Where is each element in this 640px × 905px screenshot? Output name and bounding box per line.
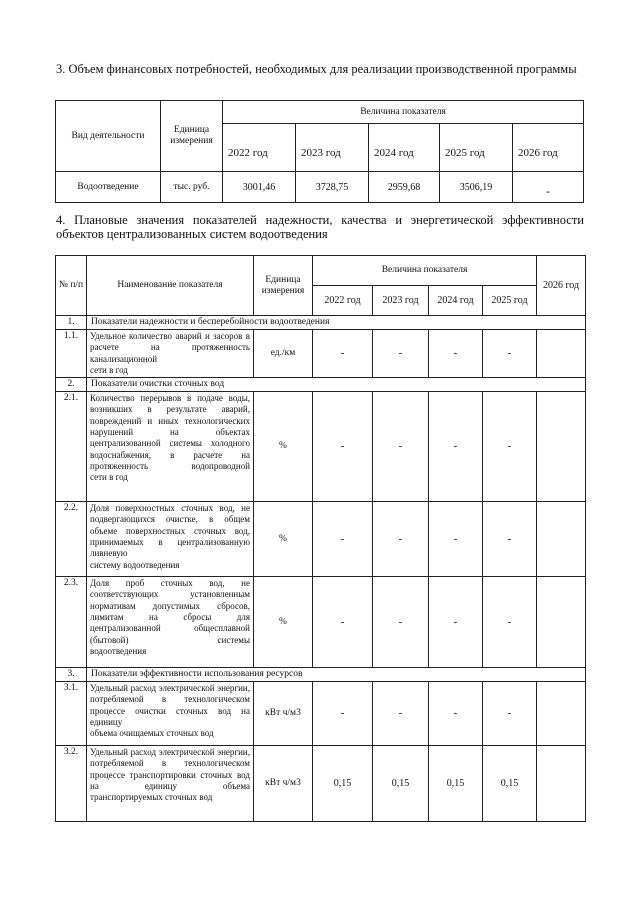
indicator-value xyxy=(537,502,586,577)
indicator-value: - xyxy=(313,502,373,577)
indicator-row xyxy=(56,682,586,746)
indicator-row xyxy=(56,392,586,502)
indicator-value: - xyxy=(313,682,373,746)
section-row xyxy=(56,316,586,330)
year-header: 2023 год xyxy=(373,286,429,316)
row-activity: Водоотведение xyxy=(56,172,161,203)
row-number: 3.2. xyxy=(56,746,87,822)
row-value: - xyxy=(513,172,584,203)
indicator-row xyxy=(56,746,586,822)
row-number: 2.3. xyxy=(56,577,87,668)
indicator-row xyxy=(56,502,586,577)
indicator-value: - xyxy=(483,392,537,502)
row-value: 3001,46 xyxy=(223,172,296,203)
indicator-value xyxy=(537,682,586,746)
section-row xyxy=(56,378,586,392)
indicator-name xyxy=(87,577,254,668)
section-title: Показатели очистки сточных вод xyxy=(87,378,586,392)
indicator-value: - xyxy=(483,330,537,378)
indicator-value: 0,15 xyxy=(373,746,429,822)
indicator-value xyxy=(537,577,586,668)
indicator-unit: % xyxy=(254,577,313,668)
col-name-header: Наименование показателя xyxy=(87,256,254,316)
row-unit: тыс. руб. xyxy=(161,172,223,203)
indicator-value xyxy=(537,746,586,822)
row-number: 3.1. xyxy=(56,682,87,746)
indicator-name-text: Удельный расход электрической энергии, потребляемой в технологическом процессе транспортировки сточных вод на единицу объема xyxy=(90,747,250,792)
indicator-value: - xyxy=(429,330,483,378)
indicator-value xyxy=(537,330,586,378)
year-header: 2022 год xyxy=(313,286,373,316)
year-header: 2024 год xyxy=(369,124,440,172)
section-title: Показатели эффективности использования ресурсов xyxy=(87,668,586,682)
indicator-name xyxy=(87,330,254,378)
indicator-value: - xyxy=(373,502,429,577)
indicator-name xyxy=(87,682,254,746)
indicator-name-text: Удельное количество аварий и засоров в расчете на протяженность канализационной xyxy=(90,331,250,364)
year-header: 2023 год xyxy=(296,124,369,172)
row-value: 3728,75 xyxy=(296,172,369,203)
indicator-unit: кВт ч/м3 xyxy=(254,746,313,822)
row-number: 3. xyxy=(56,668,87,682)
col-activity-header: Вид деятельности xyxy=(56,101,161,172)
indicator-value: - xyxy=(373,330,429,378)
indicator-unit: % xyxy=(254,392,313,502)
indicator-value: 0,15 xyxy=(429,746,483,822)
row-value: 3506,19 xyxy=(440,172,513,203)
indicators-table xyxy=(55,255,586,822)
indicator-name-last-line: транспортируемых сточных вод xyxy=(90,792,213,803)
indicator-name-text: Удельный расход электрической энергии, потребляемой в технологическом процессе очистки сточных вод на единицу xyxy=(90,683,250,728)
indicator-name-text: Доля проб сточных вод, не соответствующих установленным нормативам допустимых сбросов, лимитам на сбросы для централизованной общесплавной (бытовой) системы xyxy=(90,578,250,645)
indicator-name-last-line: систему водоотведения xyxy=(90,559,180,570)
indicator-name-last-line: сети в год xyxy=(90,364,128,375)
col-unit-header: Единица измерения xyxy=(254,256,313,316)
indicator-value: - xyxy=(429,392,483,502)
year-header: 2025 год xyxy=(483,286,537,316)
indicator-row xyxy=(56,330,586,378)
col-value-header: Величина показателя xyxy=(223,101,584,124)
indicator-name-text: Количество перерывов в подаче воды, возникших в результате аварий, повреждений и иных технологических нарушений на объектах централизованной системы холодного водоснабжения, в расчете на протяженность водопроводной xyxy=(90,393,250,471)
indicator-unit: кВт ч/м3 xyxy=(254,682,313,746)
indicator-unit: ед./км xyxy=(254,330,313,378)
col-num-header: № п/п xyxy=(56,256,87,316)
indicator-name-last-line: сети в год xyxy=(90,472,128,483)
indicator-value: - xyxy=(429,577,483,668)
indicator-value: - xyxy=(313,577,373,668)
year-header: 2022 год xyxy=(223,124,296,172)
row-value: 2959,68 xyxy=(369,172,440,203)
indicator-value: - xyxy=(313,330,373,378)
indicator-name-last-line: объема очищаемых сточных вод xyxy=(90,728,214,739)
financial-needs-table xyxy=(55,100,584,203)
indicator-value: - xyxy=(483,577,537,668)
indicator-value: - xyxy=(429,682,483,746)
row-number: 2.2. xyxy=(56,502,87,577)
indicator-name-last-line: водоотведения xyxy=(90,645,147,656)
indicator-value: - xyxy=(373,577,429,668)
indicator-value: - xyxy=(483,502,537,577)
indicator-name-text: Доля поверхностных сточных вод, не подвергающихся очистке, в общем объеме поверхностных сточных вод, принимаемых в централизованную ливневую xyxy=(90,503,250,559)
row-number: 2. xyxy=(56,378,87,392)
year-header: 2024 год xyxy=(429,286,483,316)
section-4-heading: 4. Плановые значения показателей надежности, качества и энергетической эффективности объектов централизованных систем водоотведения xyxy=(56,213,584,241)
indicator-value: - xyxy=(429,502,483,577)
section-row xyxy=(56,668,586,682)
indicator-value: 0,15 xyxy=(313,746,373,822)
row-number: 1.1. xyxy=(56,330,87,378)
indicator-value: - xyxy=(373,682,429,746)
row-number: 1. xyxy=(56,316,87,330)
indicator-value: - xyxy=(483,682,537,746)
indicator-name xyxy=(87,392,254,502)
year-header: 2025 год xyxy=(440,124,513,172)
col-unit-header: Единица измерения xyxy=(161,101,223,172)
indicator-row xyxy=(56,577,586,668)
section-3-heading: 3. Объем финансовых потребностей, необходимых для реализации производственной программы xyxy=(56,62,577,76)
section-title: Показатели надежности и бесперебойности водоотведения xyxy=(87,316,586,330)
year-header: 2026 год xyxy=(537,256,586,316)
indicator-unit: % xyxy=(254,502,313,577)
indicator-name xyxy=(87,502,254,577)
indicator-value: - xyxy=(373,392,429,502)
row-number: 2.1. xyxy=(56,392,87,502)
indicator-value: 0,15 xyxy=(483,746,537,822)
col-value-header: Величина показателя xyxy=(313,256,537,286)
indicator-value xyxy=(537,392,586,502)
year-header: 2026 год xyxy=(513,124,584,172)
indicator-value: - xyxy=(313,392,373,502)
indicator-name xyxy=(87,746,254,822)
